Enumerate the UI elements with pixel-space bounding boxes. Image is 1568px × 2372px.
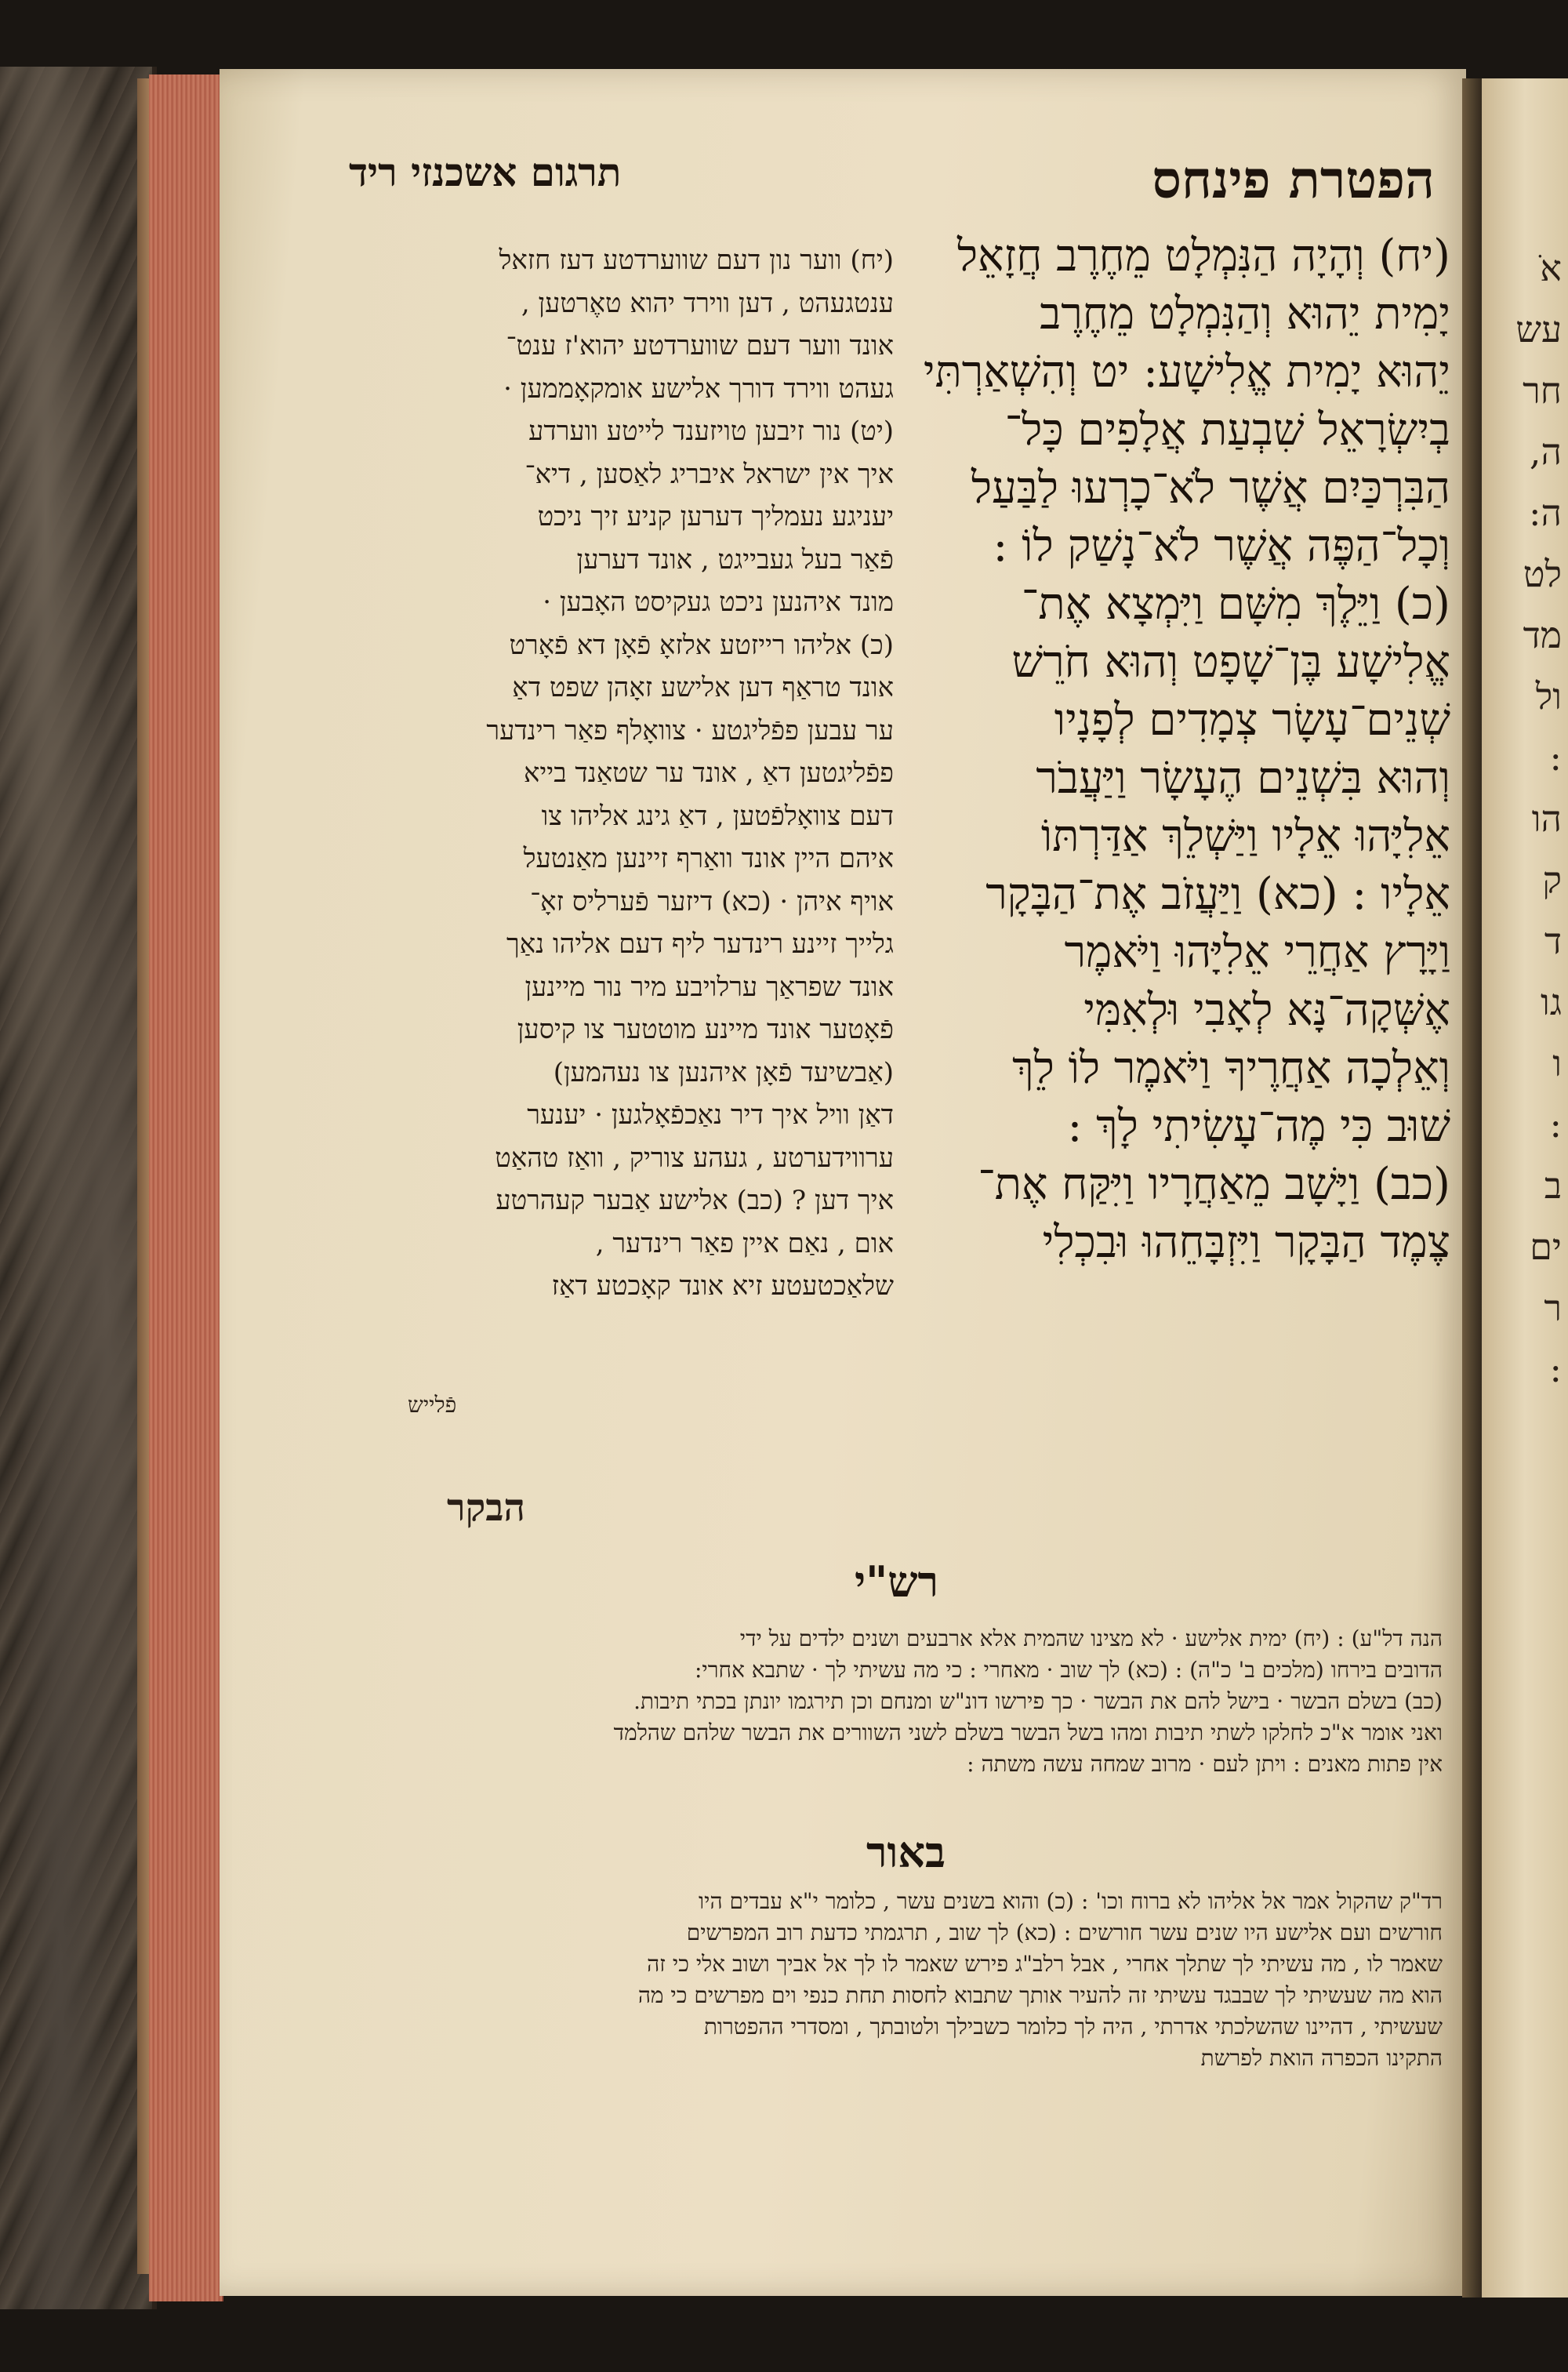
next-page-text-fragment: ב [1544, 1164, 1562, 1207]
hebrew-text-line: וְכָל־הַפֶּה אֲשֶׁר לֹא־נָשַׁק לוֹ : [993, 521, 1450, 572]
hebrew-text-line: צֶמֶד הַבָּקָר וַיִּזְבָּחֵהוּ וּבִכְלִי [1042, 1217, 1450, 1268]
yiddish-text-line: פפֿליגטען דאַ , אונד ער שטאַנד בייא [523, 757, 894, 789]
page-header-targum: תרגום אשכנזי ריד [349, 149, 622, 195]
next-page-text-fragment: אׁ [1540, 247, 1562, 289]
yiddish-text-line: פֿאָטער אונד מיינע מוטטער צו קיסען [517, 1014, 894, 1045]
next-page-edge [1482, 78, 1568, 2298]
biur-text-line: הוא מה שעשיתי לך שבבגד עשיתי זה להעיר אותך שתבוא לחסות תחת כנפי וים מפרשים כי מה [637, 1982, 1443, 2008]
rashi-heading: רש"י [855, 1557, 939, 1607]
hebrew-text-line: שׁוּב כִּי מֶה־עָשִׂיתִי לָךְ : [1067, 1101, 1450, 1152]
yiddish-text-line: אונד שפראַך ערלויבע מיר נור מיינען [524, 971, 894, 1003]
biur-text-line: שאמר לו , מה עשיתי לך שתלך אחרי , אבל רלב"ג פירש שאמר לו לך אל אביך ושוב אלי כי זה [647, 1951, 1443, 1977]
rashi-text-line: (כב) בשלם הבשר · בישל להם את הבשר · כך פירשו דונ"ש ומנחם וכן תירגמו יונתן בכתי תיבות. [633, 1688, 1443, 1714]
hebrew-text-line: (כ) וַיֵּלֶךְ מִשָּׁם וַיִּמְצָא אֶת־ [1021, 579, 1450, 630]
next-page-text-fragment: : [1549, 736, 1562, 779]
rashi-commentary [368, 1623, 1443, 1780]
yiddish-text-line: גלייך זיינע רינדער ליף דעם אליהו נאַך [506, 928, 894, 960]
yiddish-text-line: אום , נאַם איין פאַר רינדער , [595, 1227, 894, 1259]
next-page-text-fragment: ה: [1529, 492, 1562, 534]
hebrew-text-line: יָמִית יֵהוּא וְהַנִּמְלָט מֵחֶרֶב [1040, 289, 1450, 340]
biur-heading: באור [866, 1827, 946, 1877]
yiddish-text-line: ער עבען פפֿליגטע · צוואָלף פאַר רינדער [486, 714, 894, 746]
yiddish-text-line: אויף איהן · (כא) דיזער פֿערליס זאָ־ [530, 885, 894, 917]
next-page-text-fragment: ים [1530, 1226, 1562, 1268]
catchword-hebrew: הבקר [447, 1486, 526, 1530]
biur-text-line: שעשיתי , דהיינו שהשלכתי אדרתי , היה לך כלומר כשבילך ולטובתך , ומסדרי ההפטרות [703, 2014, 1443, 2040]
yiddish-text-line: אונד ווער דעם שווערדטע יהוא'ז ענט־ [506, 330, 894, 361]
hebrew-text-line: הַבִּרְכַּיִם אֲשֶׁר לֹא־כָרְעוּ לַבַּעַל [971, 463, 1450, 514]
hebrew-text-line: וַיָּרָץ אַחֲרֵי אֵלִיָּהוּ וַיֹּאמֶר [1064, 927, 1450, 978]
biur-commentary [368, 1886, 1443, 2074]
yiddish-text-line: מונד איהנען ניכט געקיסט האָבען · [543, 587, 894, 618]
hebrew-text-line: בְיִשְׂרָאֵל שִׁבְעַת אֲלָפִים כָּל־ [1004, 405, 1450, 456]
yiddish-text-line: יעניגע נעמליך דערען קניע זיך ניכט [537, 501, 894, 532]
yiddish-text-line: (יט) נור זיבען טויזענד לייטע ווערדע [528, 416, 894, 447]
page-edges [149, 74, 223, 2301]
next-page-text-fragment: גו [1541, 981, 1562, 1023]
yiddish-text-line: (אַבשיעד פֿאָן איהנען צו נעהמען) [553, 1056, 894, 1088]
yiddish-text-line: איך אין ישראל איבריג לאַסען , דיא־ [524, 458, 894, 490]
hebrew-text-line: אֱלִישָׁע בֶּן־שָׁפָט וְהוּא חֹרֵשׁ [1011, 637, 1450, 688]
next-page-text-fragment: הו [1531, 797, 1562, 840]
yiddish-text-line: דאַן וויל איך דיר נאַכפֿאָלגען · יענער [527, 1099, 894, 1131]
yiddish-text-line: געהט ווירד דורך אלישע אומקאָממען · [503, 372, 894, 405]
yiddish-text-line: אונד טראַף דען אלישע זאָהן שפט דאַ [512, 672, 894, 703]
hebrew-text-line: שְׁנֵים־עָשָׂר צְמָדִים לְפָנָיו [1054, 695, 1450, 746]
hebrew-text-line: וְהוּא בִּשְׁנֵים הֶעָשָׂר וַיַּעֲבֹר [1036, 753, 1450, 804]
next-page-text-fragment: עש [1515, 308, 1562, 351]
yiddish-text-line: פֿאַר בעל געבייגט , אונד דערען [576, 543, 894, 576]
hebrew-text-column [909, 227, 1450, 1272]
book-gutter [1462, 78, 1484, 2298]
yiddish-text-line: ענטגעהט , דען ווירד יהוא טאֶרטען , [521, 287, 894, 319]
next-page-text-fragment: ו [1552, 1042, 1562, 1084]
yiddish-text-line: איך דען ? (כב) אלישע אַבער קעהרטע [495, 1185, 894, 1216]
next-page-text-fragment: חר [1523, 369, 1562, 412]
hebrew-text-line: אֶשְּׁקָה־נָּא לְאָבִי וּלְאִמִּי [1083, 985, 1450, 1036]
next-page-text-fragment: ול [1535, 675, 1562, 717]
yiddish-text-line: דעם צוואָלפֿטען , דאַ גינג אליהו צו [541, 800, 894, 832]
hebrew-text-line: אֵלָיו : (כא) וַיַּעֲזֹב אֶת־הַבָּקָר [985, 869, 1450, 920]
next-page-text-fragment: לט [1523, 553, 1562, 595]
yiddish-text-line: שלאַכטעטע זיא אונד קאָכטע דאַז [551, 1270, 894, 1302]
biur-text-line: חורשים ועם אלישע היו שנים עשר חורשים : (כא) לך שוב , תרגמתי כדעת רוב המפרשים [686, 1920, 1443, 1945]
rashi-text-line: הדובים בירחו (מלכים ב' כ"ה) : (כא) לך שוב · מאחרי : כי מה עשיתי לך · שתבא אחרי: [695, 1657, 1443, 1683]
biur-text-line: רד"ק שהקול אמר אל אליהו לא ברוח וכו' : (כ) והוא בשנים עשר , כלומר י"א עבדים היו [698, 1888, 1443, 1914]
next-page-text-fragment: ד [1544, 920, 1562, 962]
next-page-text-fragment: : [1549, 1103, 1562, 1146]
rashi-text-line: אין פתות מאנים : ויתן לעם · מרוב שמחה עשה משתה : [967, 1751, 1443, 1777]
next-page-text-fragment: ה, [1529, 430, 1562, 473]
rashi-text-line: הנה דל"ע) : (יח) ימית אלישע · לא מצינו שהמית אלא ארבעים ושנים ילדים על ידי [739, 1626, 1443, 1651]
yiddish-text-line: (יח) ווער נון דעם שווערדטע דעז חזאל [499, 245, 894, 276]
yiddish-text-line: איהם היין אונד וואַרף זיינען מאַנטעל [523, 843, 894, 874]
next-page-text-fragment: ר [1544, 1287, 1562, 1329]
yiddish-text-line: (כ) אליהו רייזטע אלזאָ פֿאָן דא פֿאָרט [509, 629, 894, 661]
next-page-text-fragment: : [1549, 1348, 1562, 1390]
yiddish-text-line: ערווידערטע , געהע צוריק , וואַז טהאַט [495, 1142, 894, 1174]
book-cover-marbled [0, 67, 157, 2309]
catchword-yiddish: פֿלייש [408, 1392, 457, 1418]
next-page-text-fragment: ק [1542, 859, 1562, 901]
next-page-text-fragment: מד [1523, 614, 1562, 656]
hebrew-text-line: (כב) וַיָּשָׁב מֵאַחֲרָיו וַיִּקַּח אֶת־ [978, 1159, 1450, 1210]
yiddish-translation-column [345, 239, 894, 1308]
page-header-haftarah: הפטרת פינחס [1152, 149, 1435, 210]
hebrew-text-line: אֵלִיָּהוּ אֵלָיו וַיַּשְׁלֵךְ אַדַּרְתּוֹ [1040, 811, 1450, 862]
biur-text-line: התקינו הכפרה הואת לפרשת [1200, 2045, 1443, 2071]
hebrew-text-line: יֵהוּא יָמִית אֱלִישָׁע: יט וְהִשְׁאַרְתִּי [923, 347, 1450, 398]
rashi-text-line: ואני אומר א"כ לחלקו לשתי תיבות ומהו בשל הבשר בשלם לשני השוורים את הבשר שלהם שהלמד [613, 1720, 1443, 1745]
hebrew-text-line: וְאֵלְכָה אַחֲרֶיךָ וַיֹּאמֶר לוֹ לֵךְ [1012, 1043, 1450, 1094]
hebrew-text-line: (יח) וְהָיָה הַנִּמְלָט מֵחֶרֶב חֲזָאֵל [956, 231, 1450, 282]
